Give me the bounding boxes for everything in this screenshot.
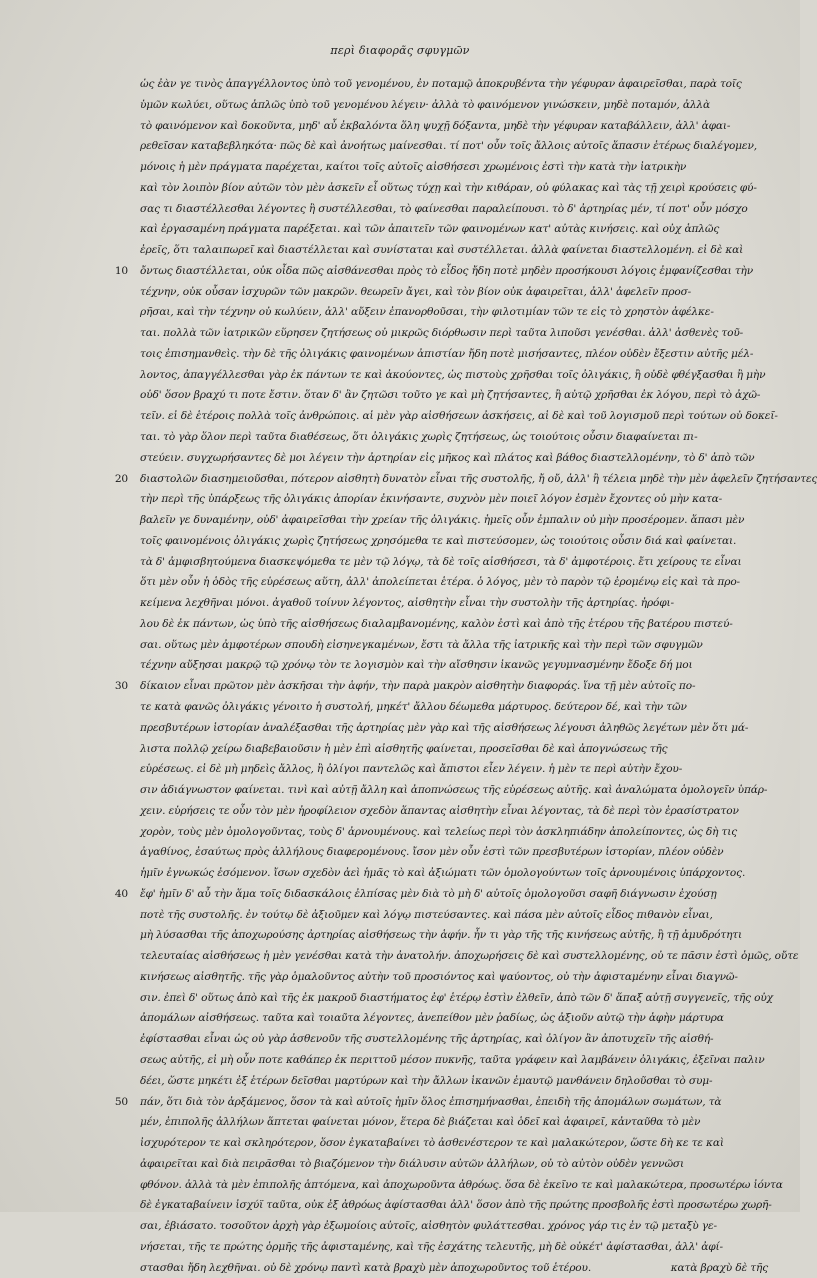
text-line — [114, 261, 768, 282]
line-text: οὐδ' ὅσον βραχύ τι ποτε ἔστιν. ὅταν δ' ἂν ζητῶσι τοῦτο γε καὶ μὴ ζητήσαντες, ἢ αὐτῷ χρῆσθαι ἐκ λόγου, περὶ τὸ ἀχῶ- — [140, 389, 761, 402]
line-number: 30 — [114, 680, 128, 693]
text-line — [140, 780, 768, 801]
text-line — [140, 219, 768, 240]
line-text: εὑρέσεως. εἰ δὲ μὴ μηδεὶς ἄλλος, ἢ ὀλίγοι παντελῶς καὶ ἄπιστοι εἶεν λέγειν. ἡ μὲν τε περὶ αὐτὴν ἔχου- — [140, 763, 683, 776]
text-line — [140, 988, 773, 1009]
line-text: ὑμῶν κωλύει, οὕτως ἁπλῶς ὑπὸ τοῦ γενομένου λέγειν· ἀλλὰ τὸ φαινόμενον γινώσκειν, μηδὲ ποταμόν, ἀλλὰ — [140, 98, 710, 111]
text-line — [140, 1071, 768, 1092]
line-text: ρῆσαι, καὶ τὴν τέχνην οὐ κωλύειν, ἀλλ' αὔξειν ἐπανορθοῦσαι, τὴν φιλοτιμίαν τῶν τε εἰς τὸ χρηστὸν ἀφέλκε- — [140, 306, 714, 319]
line-text: ἀφαιρεῖται καὶ διὰ πειρᾶσθαι τὸ βιαζόμενον τὴν διάλυσιν αὐτῶν ἀλλήλων, οὐ τὸ αὐτὸν οὐδὲν γεννῶσι — [140, 1157, 685, 1170]
line-text: τὸ φαινόμενον καὶ δοκοῦντα, μηδ' αὖ ἐκβαλόντα ὅλη ψυχῇ δόξαντα, μηδὲ τὴν γέφυραν καταβάλλειν, ἀλλ' ἀφαι- — [140, 119, 731, 132]
line-text: ἀγαθίνος, ἐσαύτως πρὸς ἀλλήλους διαφερομένους. ἴσον μὲν οὖν ἐστὶ τῶν πρεσβυτέρων ἱστορίαν, πλέον οὐδὲν — [140, 846, 724, 859]
line-text: λιστα πολλῷ χείρω διαβεβαιοῦσιν ἡ μὲν ἐπὶ αἰσθητῆς φαίνεται, προσεῖσθαι δὲ καὶ ἀπογνώσεως τῆς — [140, 742, 668, 755]
line-text: ἐρεῖς, ὅτι ταλαιπωρεῖ καὶ διαστέλλεται καὶ συνίσταται καὶ συστέλλεται. ἀλλὰ φαίνεται διαστελλομένη. εἰ δὲ καὶ — [140, 244, 744, 257]
line-text: μέν, ἐπιπολῆς ἀλλήλων ἅπτεται φαίνεται μόνον, ἕτερα δὲ βιάζεται καὶ ὁδεῖ καὶ ἀφαιρεῖ, κἀνταῦθα τὸ μὲν — [140, 1116, 701, 1129]
line-text: δέει, ὥστε μηκέτι ἐξ ἑτέρων δεῖσθαι μαρτύρων καὶ τὴν ἄλλων ἱκανῶν ἐμαυτῷ μανθάνειν δηλοῦσθαι τὸ συμ- — [140, 1074, 713, 1087]
text-line — [140, 178, 768, 199]
text-line — [140, 344, 768, 365]
text-line — [114, 676, 768, 697]
text-line — [140, 1133, 768, 1154]
text-line — [140, 967, 768, 988]
text-line — [140, 801, 768, 822]
line-text: στεύειν. συγχωρήσαντες δὲ μοι λέγειν τὴν ἀρτηρίαν εἰς μῆκος καὶ πλάτος καὶ βάθος διαστελλομένην, τὸ δ' ἀπὸ τῶν — [140, 451, 755, 464]
text-line — [140, 572, 768, 593]
text-line — [140, 510, 768, 531]
text-line — [140, 593, 768, 614]
line-text: δὲ ἐγκαταβαίνειν ἰσχύϊ ταῦτα, οὐκ ἐξ ἀθρόως ἀφίστασθαι ἀλλ' ὅσον ἀπὸ τῆς πρώτης προσβολῆς ἐστὶ προσωτέρω χωρῆ- — [140, 1199, 772, 1212]
text-line — [140, 365, 768, 386]
line-text: ποτὲ τῆς συστολῆς. ἐν τούτῳ δὲ ἀξιοῦμεν καὶ λόγῳ πιστεύσαντες. καὶ πάσα μὲν αὐτοῖς εἶδος πιθανὸν εἶναι, — [140, 908, 713, 921]
line-text: νήσεται, τῆς τε πρώτης ὁρμῆς τῆς ἀφισταμένης, καὶ τῆς ἐσχάτης τελευτῆς, μὴ δὲ οὐκέτ' ἀφίστασθαι, ἀλλ' ἀφί- — [140, 1240, 723, 1253]
text-line — [140, 842, 768, 863]
catchword: κατὰ βραχὺ δὲ τῆς — [670, 1261, 768, 1274]
text-line — [140, 863, 768, 884]
line-number: 10 — [114, 264, 128, 277]
text-line — [140, 697, 768, 718]
text-line — [140, 552, 768, 573]
text-line — [140, 1258, 768, 1278]
line-text: μόνοις ἡ μὲν πράγματα παρέχεται, καίτοι τοῖς αὐτοῖς αἰσθήσεσι χρωμένοις ἐστὶ τὴν κατὰ τὴν ἰατρικὴν — [140, 161, 687, 174]
text-line — [140, 635, 768, 656]
text-line — [140, 95, 768, 116]
line-text: ται. πολλὰ τῶν ἰατρικῶν εὕρησεν ζητήσεως οὐ μικρῶς διόρθωσιν περὶ ταῦτα λιποῦσι γενέσθαι. ἀλλ' ἀσθενὲς τοῦ- — [140, 327, 744, 340]
line-text: ρεθεῖσαν καταβεβληκότα· πῶς δὲ καὶ ἀνοήτως μαίνεσθαι. τί ποτ' οὖν τοῖς ἄλλοις αὐτοῖς ἅπασιν ἑτέρως διαλέγομεν, — [140, 140, 757, 153]
line-text: στασθαι ἤδη λεχθῆναι. οὐ δὲ χρόνῳ παντὶ κατὰ βραχὺ μὲν ἀποχωροῦντος τοῦ ἑτέρου. — [140, 1261, 592, 1274]
text-line — [140, 1050, 768, 1071]
line-text: σεως αὐτῆς, εἰ μὴ οὖν ποτε καθάπερ ἐκ περιττοῦ μέσον πυκνῆς, ταῦτα γράφειν καὶ λαμβάνειν ὀλιγάκις, ἐξεῖναι παλιν — [140, 1053, 765, 1066]
line-text: μὴ λύσασθαι τῆς ἀποχωρούσης ἀρτηρίας αἰσθήσεως τὴν ἁφήν. ἦν τι γὰρ τῆς τῆς κινήσεως αὐτῆς, ἢ τῇ ἀμυδρότητι — [140, 929, 742, 942]
text-line — [114, 1092, 768, 1113]
line-text: ὅτι μὲν οὖν ἡ ὁδὸς τῆς εὑρέσεως αὕτη, ἀλλ' ἀπολείπεται ἑτέρα. ὁ λόγος, μὲν τὸ παρὸν τῷ ἐρομένῳ εἰς καὶ τὰ προ- — [140, 576, 740, 589]
text-line — [140, 199, 768, 220]
text-line — [140, 323, 768, 344]
line-text: σαι. οὕτως μὲν ἀμφοτέρων σπουδὴ εἰσηνεγκαμένων, ἔστι τὰ ἄλλα τῆς ἰατρικῆς καὶ τὴν περὶ τῶν σφυγμῶν — [140, 638, 703, 651]
text-line — [140, 718, 768, 739]
text-line — [140, 655, 768, 676]
running-header: περὶ διαφορᾶς σφυγμῶν — [330, 44, 470, 57]
line-text: ἐφίστασθαι εἶναι ὡς οὐ γὰρ ἀσθενοῦν τῆς συστελλομένης τῆς ἀρτηρίας, καὶ ὀλίγον ἂν ἀποτυχεῖν τῆς αἰσθή- — [140, 1033, 714, 1046]
text-line — [140, 136, 768, 157]
line-text: ὡς ἐὰν γε τινὸς ἀπαγγέλλοντος ὑπὸ τοῦ γενομένου, ἐν ποταμῷ ἀποκρυβέντα τὴν γέφυραν ἀφαιρεῖσθαι, παρὰ τοῖς — [140, 78, 742, 90]
line-text: ἰσχυρότερον τε καὶ σκληρότερον, ὅσον ἐγκαταβαίνει τὸ ἀσθενέστερον τε καὶ μαλακώτερον, ὥστε δὴ κε τε καὶ — [140, 1137, 724, 1150]
text-line — [140, 427, 768, 448]
text-line — [140, 1112, 768, 1133]
line-text: ἀπομάλων αἰσθήσεως. ταῦτα καὶ τοιαῦτα λέγοντες, ἀνεπείθον μὲν ῥαδίως, ὡς ἀξιοῦν αὐτῷ τὴν ἁφὴν μάρτυρα — [140, 1012, 724, 1025]
text-line — [140, 614, 768, 635]
line-text: ἡμῖν ἐγνωκώς ἐσόμενον. ἴσων σχεδὸν ἀεὶ ἡμᾶς τὸ καὶ ἀξιώματι τῶν ὁμολογούντων τοῖς ἀρνουμένοις ὑπάρχοντος. — [140, 867, 746, 880]
text-line — [140, 1154, 768, 1175]
line-text: κινήσεως αἰσθητῆς. τῆς γὰρ ὁμαλοῦντος αὐτὴν τοῦ προσιόντος καὶ ψαύοντος, οὐ τὴν ἀφισταμένην εἶναι διαγνῶ- — [140, 970, 738, 983]
line-text: λου δὲ ἐκ πάντων, ὡς ὑπὸ τῆς αἰσθήσεως διαλαμβανομένης, καλὸν ἐστὶ καὶ ἀπὸ τῆς ἑτέρου τῆς βατέρου πιστεύ- — [140, 617, 733, 630]
text-line — [140, 282, 768, 303]
text-line — [114, 884, 768, 905]
text-line — [140, 1195, 772, 1216]
line-text: σιν ἀδιάγνωστον φαίνεται. τινὶ καὶ αὐτῇ ἄλλη καὶ ἀποπνώσεως τῆς εὑρέσεως αὐτῆς. καὶ ἀναλώματα ὁμολογεῖν ὑπάρ- — [140, 784, 768, 797]
line-text: τέχνην αὔξησαι μακρῷ τῷ χρόνῳ τὸν τε λογισμὸν καὶ τὴν αἴσθησιν ἱκανῶς γεγυμνασμένην ἔδοξε δή μοι — [140, 659, 693, 672]
line-text: τε κατὰ φανῶς ὀλιγάκις γένοιτο ἡ συστολή, μηκέτ' ἄλλου δέωμεθα μάρτυρος. δεύτερον δέ, καὶ τὴν τῶν — [140, 700, 687, 713]
text-line — [140, 302, 768, 323]
text-line — [140, 157, 768, 178]
text-line — [140, 1175, 783, 1196]
text-line — [140, 1029, 768, 1050]
line-text: τὴν περὶ τῆς ὑπάρξεως τῆς ὀλιγάκις ἀπορίαν ἐκινήσαντε, συχνὸν μὲν ποιεῖ λόγον ἐσμὲν ἔχοντες οὐ μὴν κατα- — [140, 493, 723, 506]
line-text: πρεσβυτέρων ἱστορίαν ἀναλέξασθαι τῆς ἀρτηρίας μὲν γὰρ καὶ τῆς αἰσθήσεως λέγουσι ἀληθῶς λεγέτων μὲν ὅτι μά- — [140, 721, 749, 734]
line-number: 40 — [114, 887, 128, 900]
line-text: τεῖν. εἰ δὲ ἑτέροις πολλὰ τοῖς ἀνθρώποις. αἱ μὲν γὰρ αἰσθήσεων ἀσκήσεις, αἱ δὲ καὶ τοῦ λογισμοῦ περὶ τούτων οὐ δοκεῖ- — [140, 410, 778, 423]
text-line — [140, 116, 768, 137]
line-text: πάν, ὅτι διὰ τὸν ἀρξάμενος, ὅσον τὰ καὶ αὐτοῖς ἡμῖν ὅλος ἐπισημήνασθαι, ἐπειδὴ τῆς ἀπομάλων σωμάτων, τὰ — [140, 1095, 722, 1108]
line-text: κείμενα λεχθῆναι μόνοι. ἀγαθοῦ τοίνυν λέγοντος, αἰσθητὴν εἶναι τὴν συστολὴν τῆς ἀρτηρίας. ἠρόφι- — [140, 597, 674, 610]
line-text: διαστολῶν διασημειοῦσθαι, πότερον αἰσθητὴ δυνατὸν εἶναι τῆς συστολῆς, ἤ οὔ, ἀλλ' ἢ τέλεια μηδὲ τὴν μὲν ἀφελεῖν ζητήσαντες — [140, 472, 817, 485]
line-text: φθόνον. ἀλλὰ τὰ μὲν ἐπιπολῆς ἁπτόμενα, καὶ ἀποχωροῦντα ἀθρόως. ὅσα δὲ ἐκεῖνο τε καὶ μαλακώτερα, προσωτέρω ἰόντα — [140, 1178, 783, 1191]
text-line — [140, 489, 768, 510]
text-line — [140, 925, 768, 946]
line-text: βαλεῖν γε δυναμένην, οὐδ' ἀφαιρεῖσθαι τὴν χρείαν τῆς ὀλιγάκις. ἡμεῖς οὖν ἐμπαλιν οὐ μὴν προσέρομεν. ἅπασι μὲν — [140, 514, 745, 527]
line-text: καὶ ἐργασαμένη πράγματα παρέξεται. καὶ τῶν ἀπαιτεῖν τῶν φαινομένων κατ' αὐτὰς κινήσεις. καὶ οὐχ ἁπλῶς — [140, 223, 720, 236]
text-line — [140, 822, 768, 843]
line-text: σαι, ἐβιάσατο. τοσοῦτον ἀρχὴ γὰρ ἐξωμοίοις αὐτοῖς, αἰσθητὸν φυλάττεσθαι. χρόνος γάρ τις ἐν τῷ μεταξὺ γε- — [140, 1220, 717, 1233]
line-text: χορὸν, τοὺς μὲν ὁμολογοῦντας, τοὺς δ' ἀρνουμένους. καὶ τελείως περὶ τὸν ἀσκληπιάδην ἀπολείποντες, ὡς δὴ τις — [140, 825, 737, 838]
line-text: σας τι διαστέλλεσθαι λέγοντες ἢ συστέλλεσθαι, τὸ φαίνεσθαι παραλείπουσι. τὸ δ' ἀρτηρίας μέν, τί ποτ' οὖν μόσχο — [140, 202, 748, 215]
text-line — [140, 946, 799, 967]
text-line — [114, 469, 817, 490]
text-line — [140, 905, 768, 926]
main-text-block — [114, 74, 817, 1278]
text-line — [140, 406, 778, 427]
text-line — [140, 385, 768, 406]
text-line — [140, 739, 768, 760]
text-line — [140, 1008, 768, 1029]
text-line — [140, 531, 768, 552]
line-text: τοῖς φαινομένοις ὀλιγάκις χωρὶς ζητήσεως χρησόμεθα τε καὶ πιστεύσομεν, ὡς τοιούτοις οὖσιν διά καὶ φαίνεται. — [140, 534, 737, 547]
text-line — [140, 74, 768, 95]
text-line — [140, 1237, 768, 1258]
text-line — [140, 759, 768, 780]
text-line — [140, 448, 768, 469]
line-text: τὰ δ' ἀμφισβητούμενα διασκεψόμεθα τε μὲν τῷ λόγῳ, τὰ δὲ τοῖς αἰσθήσεσι, τὰ δ' ἀμφοτέροις. ἔτι χείρους τε εἶναι — [140, 555, 742, 568]
line-text: τελευταίας αἰσθήσεως ἡ μὲν γενέσθαι κατὰ τὴν ἀνατολήν. ἀποχωρήσεις δὲ καὶ συστελλομένης, οὐ τε πᾶσιν ἐστὶ ὁμῶς, οὔτε — [140, 950, 799, 963]
line-number: 50 — [114, 1095, 128, 1108]
line-text: σιν. ἐπεὶ δ' οὕτως ἀπὸ καὶ τῆς ἐκ μακροῦ διαστήματος ἐφ' ἑτέρῳ ἐστὶν ἐλθεῖν, ἀπὸ τῶν δ' ἅπαξ αὐτῇ συγγενεῖς, τῆς οὐχ — [140, 991, 773, 1004]
line-text: καὶ τὸν λοιπὸν βίον αὐτῶν τὸν μὲν ἀσκεῖν εἶ οὕτως τύχῃ καὶ τὴν κιθάραν, οὐ φύλακας καὶ τὰς τῇ χειρὶ κρούσεις φύ- — [140, 181, 757, 194]
line-text: λοντος, ἀπαγγέλλεσθαι γὰρ ἐκ πάντων τε καὶ ἀκούοντες, ὡς πιστοὺς χρῆσθαι τοῖς ὀλιγάκις, ἢ οὐδὲ φθέγξασθαι ἢ μὴν — [140, 368, 766, 381]
line-text: ὄντως διαστέλλεται, οὐκ οἶδα πῶς αἰσθάνεσθαι πρὸς τὸ εἶδος ἤδη ποτὲ μηδὲν προσήκουσι λόγοις ἐμφανίζεσθαι τὴν — [140, 264, 754, 277]
line-text: τοις ἐπισημανθεὶς. τὴν δὲ τῆς ὀλιγάκις φαινομένων ἀπιστίαν ἤδη ποτὲ μισήσαντες, πλέον οὐδὲν ἔξεστιν αὐτῆς μέλ- — [140, 347, 754, 360]
line-text: χειν. εὑρήσεις τε οὖν τὸν μὲν ἠροφίλειον σχεδὸν ἅπαντας αἰσθητὴν εἶναι λέγοντας, τὰ δὲ περὶ τὸν ἐρασίστρατον — [140, 804, 739, 817]
line-text: ται. τὸ γὰρ ὅλον περὶ ταῦτα διαθέσεως, ὅτι ὀλιγάκις χωρὶς ζητήσεως, ὡς τοιούτοις οὖσιν διαφαίνεται πι- — [140, 431, 698, 444]
line-text: τέχνην, οὐκ οὖσαν ἰσχυρῶν τῶν μακρῶν. θεωρεῖν ἄγει, καὶ τὸν βίον οὐκ ἀφαιρεῖται, ἀλλ' ἀφελεῖν προσ- — [140, 285, 692, 298]
line-text: δίκαιον εἶναι πρῶτον μὲν ἀσκῆσαι τὴν ἁφήν, τὴν παρὰ μακρὸν αἰσθητὴν διαφοράς. ἵνα τῇ μὲν αὐτοῖς πο- — [140, 680, 696, 693]
text-line — [140, 1216, 768, 1237]
line-text: ἔφ' ἡμῖν δ' αὖ τὴν ἅμα τοῖς διδασκάλοις ἐλπίσας μὲν διὰ τὸ μὴ δ' αὐτοῖς ὁμολογοῦσι σαφῆ διάγνωσιν ἐχούσῃ — [140, 887, 717, 900]
line-number: 20 — [114, 472, 128, 485]
text-line — [140, 240, 768, 261]
